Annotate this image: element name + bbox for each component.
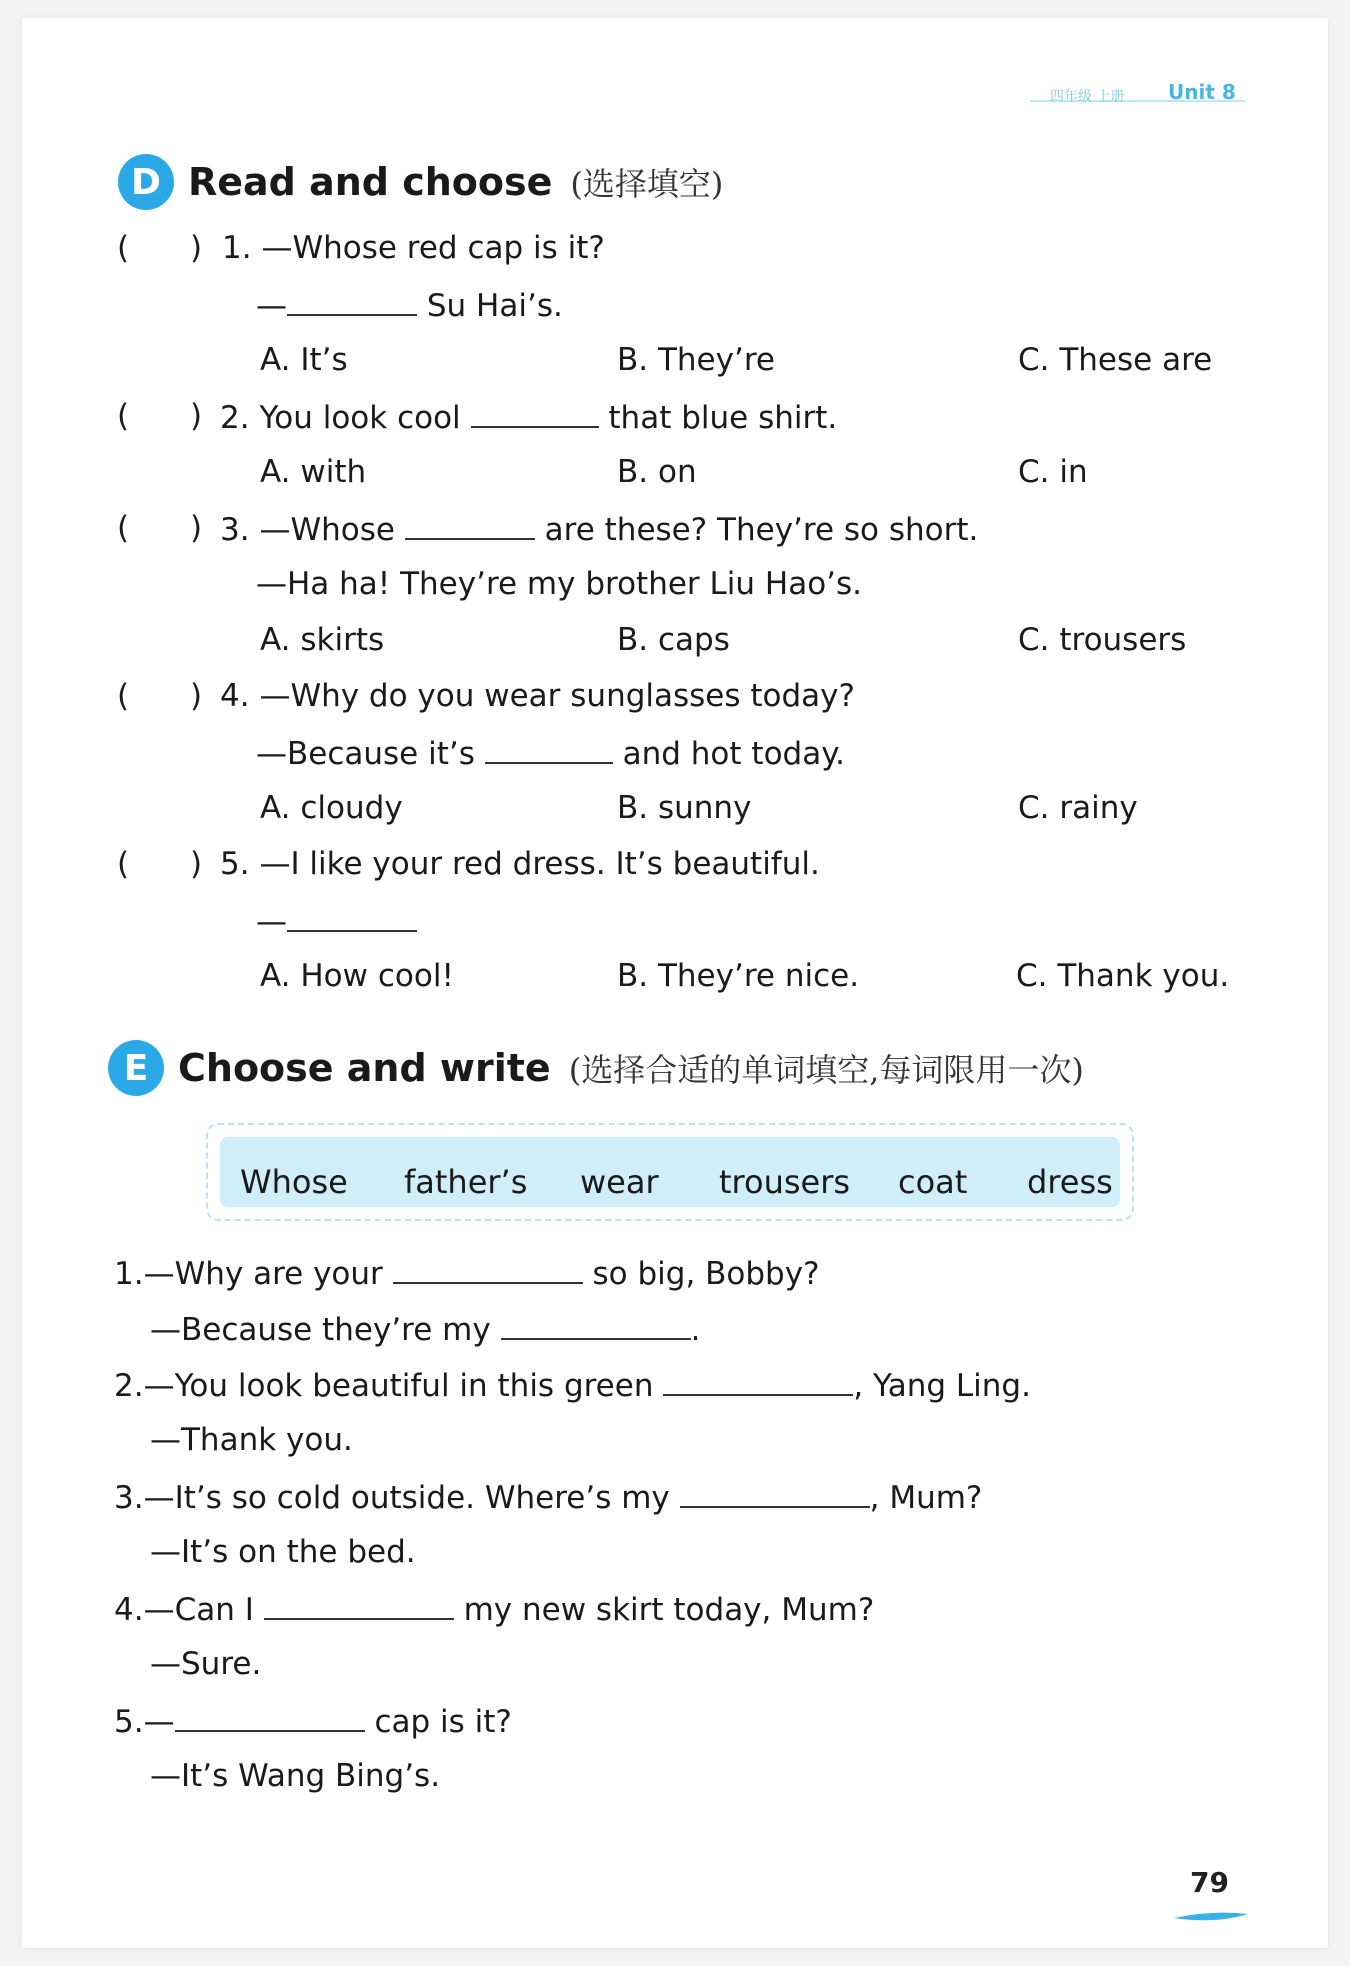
page-header xyxy=(1030,80,1245,106)
d-q2-number: 2. xyxy=(220,400,250,436)
d-q4-suffix: and hot today. xyxy=(622,736,845,772)
d-q2-option-c[interactable]: C. in xyxy=(1018,454,1088,490)
e-q5-line1 xyxy=(114,1702,512,1740)
section-d-heading xyxy=(118,154,723,210)
answer-blank[interactable] xyxy=(264,1590,454,1620)
header-unit: Unit 8 xyxy=(1168,80,1236,104)
answer-blank[interactable] xyxy=(663,1366,853,1396)
e-q2-number: 2. xyxy=(114,1368,144,1404)
d-q1-line2 xyxy=(256,286,563,324)
e-q3-line2: —It’s on the bed. xyxy=(150,1534,416,1570)
answer-paren-open: ( xyxy=(117,230,130,266)
word-bank-fill xyxy=(220,1137,1120,1207)
answer-paren-open: ( xyxy=(117,398,130,434)
d-q1-number: 1. xyxy=(222,230,252,266)
e-q3-suffix: , Mum? xyxy=(869,1480,983,1516)
d-q3-line1 xyxy=(220,510,978,548)
d-q2-option-a[interactable]: A. with xyxy=(260,454,367,490)
d-q4-option-a[interactable]: A. cloudy xyxy=(260,790,403,826)
dash: — xyxy=(256,288,287,324)
answer-blank[interactable] xyxy=(405,510,535,540)
d-q5-line2 xyxy=(256,902,417,940)
word-bank-item: dress xyxy=(1027,1163,1113,1201)
answer-paren-close: ) xyxy=(190,398,203,434)
answer-paren-open: ( xyxy=(117,678,130,714)
answer-paren-close: ) xyxy=(190,510,203,546)
d-q4-prefix: —Because it’s xyxy=(256,736,475,772)
word-bank-item: coat xyxy=(898,1163,968,1201)
e-q1-suffix: so big, Bobby? xyxy=(592,1256,820,1292)
e-q2-line1 xyxy=(114,1366,1031,1404)
answer-blank[interactable] xyxy=(471,398,599,428)
section-e-subtitle: (选择合适的单词填空,每词限用一次) xyxy=(568,1051,1084,1089)
d-q5-option-a[interactable]: A. How cool! xyxy=(260,958,454,994)
answer-blank[interactable] xyxy=(175,1702,365,1732)
d-q2-line xyxy=(220,398,837,436)
e-q1-number: 1. xyxy=(114,1256,144,1292)
answer-paren-close: ) xyxy=(190,230,203,266)
d-q5-text: —I like your red dress. It’s beautiful. xyxy=(259,846,820,882)
e-q4-prefix: —Can I xyxy=(143,1592,254,1628)
answer-blank[interactable] xyxy=(287,286,417,316)
e-q4-number: 4. xyxy=(114,1592,144,1628)
word-bank-item: father’s xyxy=(404,1163,528,1201)
page-number: 79 xyxy=(1190,1866,1229,1899)
e-q1-line2-prefix: —Because they’re my xyxy=(150,1312,491,1348)
d-q5-number: 5. xyxy=(220,846,250,882)
d-q4-line1 xyxy=(220,678,855,714)
e-q1-line2-suffix: . xyxy=(690,1312,701,1348)
d-q1-text: —Whose red cap is it? xyxy=(261,230,605,266)
d-q1-line2-suffix: Su Hai’s. xyxy=(426,288,563,324)
word-bank-item: Whose xyxy=(240,1163,348,1201)
header-grade: 四年级 上册 xyxy=(1050,89,1125,105)
answer-paren-open: ( xyxy=(117,510,130,546)
answer-paren-close: ) xyxy=(190,678,203,714)
d-q4-text: —Why do you wear sunglasses today? xyxy=(259,678,855,714)
e-q1-line1 xyxy=(114,1254,820,1292)
section-d-badge: D xyxy=(118,154,174,210)
answer-blank[interactable] xyxy=(393,1254,583,1284)
d-q3-option-a[interactable]: A. skirts xyxy=(260,622,385,658)
d-q3-option-b[interactable]: B. caps xyxy=(617,622,730,658)
e-q4-line2: —Sure. xyxy=(150,1646,262,1682)
page-number-swoosh-icon xyxy=(1172,1908,1250,1926)
e-q3-line1 xyxy=(114,1478,982,1516)
d-q4-line2 xyxy=(256,734,845,772)
d-q5-option-c[interactable]: C. Thank you. xyxy=(1016,958,1230,994)
d-q4-option-b[interactable]: B. sunny xyxy=(617,790,752,826)
word-bank-item: trousers xyxy=(719,1163,851,1201)
e-q3-number: 3. xyxy=(114,1480,144,1516)
e-q4-suffix: my new skirt today, Mum? xyxy=(463,1592,875,1628)
e-q2-suffix: , Yang Ling. xyxy=(853,1368,1031,1404)
d-q3-prefix: —Whose xyxy=(259,512,395,548)
dash: — xyxy=(256,904,287,940)
e-q2-line2: —Thank you. xyxy=(150,1422,353,1458)
d-q1-option-c[interactable]: C. These are xyxy=(1018,342,1213,378)
e-q4-line1 xyxy=(114,1590,874,1628)
e-q5-suffix: cap is it? xyxy=(374,1704,512,1740)
d-q1-option-a[interactable]: A. It’s xyxy=(260,342,348,378)
section-d-subtitle: (选择填空) xyxy=(570,165,724,203)
word-bank-item: wear xyxy=(580,1163,659,1201)
d-q3-option-c[interactable]: C. trousers xyxy=(1018,622,1187,658)
answer-blank[interactable] xyxy=(501,1310,691,1340)
d-q5-option-b[interactable]: B. They’re nice. xyxy=(617,958,860,994)
e-q3-prefix: —It’s so cold outside. Where’s my xyxy=(143,1480,670,1516)
e-q1-prefix: —Why are your xyxy=(143,1256,383,1292)
d-q3-line2: —Ha ha! They’re my brother Liu Hao’s. xyxy=(256,566,863,602)
answer-paren-close: ) xyxy=(190,846,203,882)
answer-paren-open: ( xyxy=(117,846,130,882)
section-e-badge: E xyxy=(108,1040,164,1096)
e-q5-prefix: — xyxy=(143,1704,175,1740)
section-d-title: Read and choose xyxy=(188,160,553,204)
answer-blank[interactable] xyxy=(680,1478,870,1508)
e-q2-prefix: —You look beautiful in this green xyxy=(143,1368,654,1404)
e-q5-line2: —It’s Wang Bing’s. xyxy=(150,1758,441,1794)
answer-blank[interactable] xyxy=(287,902,417,932)
e-q5-number: 5. xyxy=(114,1704,144,1740)
d-q3-number: 3. xyxy=(220,512,250,548)
d-q1-option-b[interactable]: B. They’re xyxy=(617,342,775,378)
d-q1-line1 xyxy=(222,230,605,266)
d-q5-line1 xyxy=(220,846,820,882)
d-q3-suffix: are these? They’re so short. xyxy=(544,512,979,548)
e-q1-line2 xyxy=(150,1310,700,1348)
d-q2-suffix: that blue shirt. xyxy=(608,400,838,436)
d-q2-prefix: You look cool xyxy=(259,400,461,436)
d-q4-number: 4. xyxy=(220,678,250,714)
d-q2-option-b[interactable]: B. on xyxy=(617,454,697,490)
section-e-heading xyxy=(108,1040,1084,1096)
section-e-title: Choose and write xyxy=(178,1046,551,1090)
answer-blank[interactable] xyxy=(485,734,613,764)
d-q4-option-c[interactable]: C. rainy xyxy=(1018,790,1138,826)
